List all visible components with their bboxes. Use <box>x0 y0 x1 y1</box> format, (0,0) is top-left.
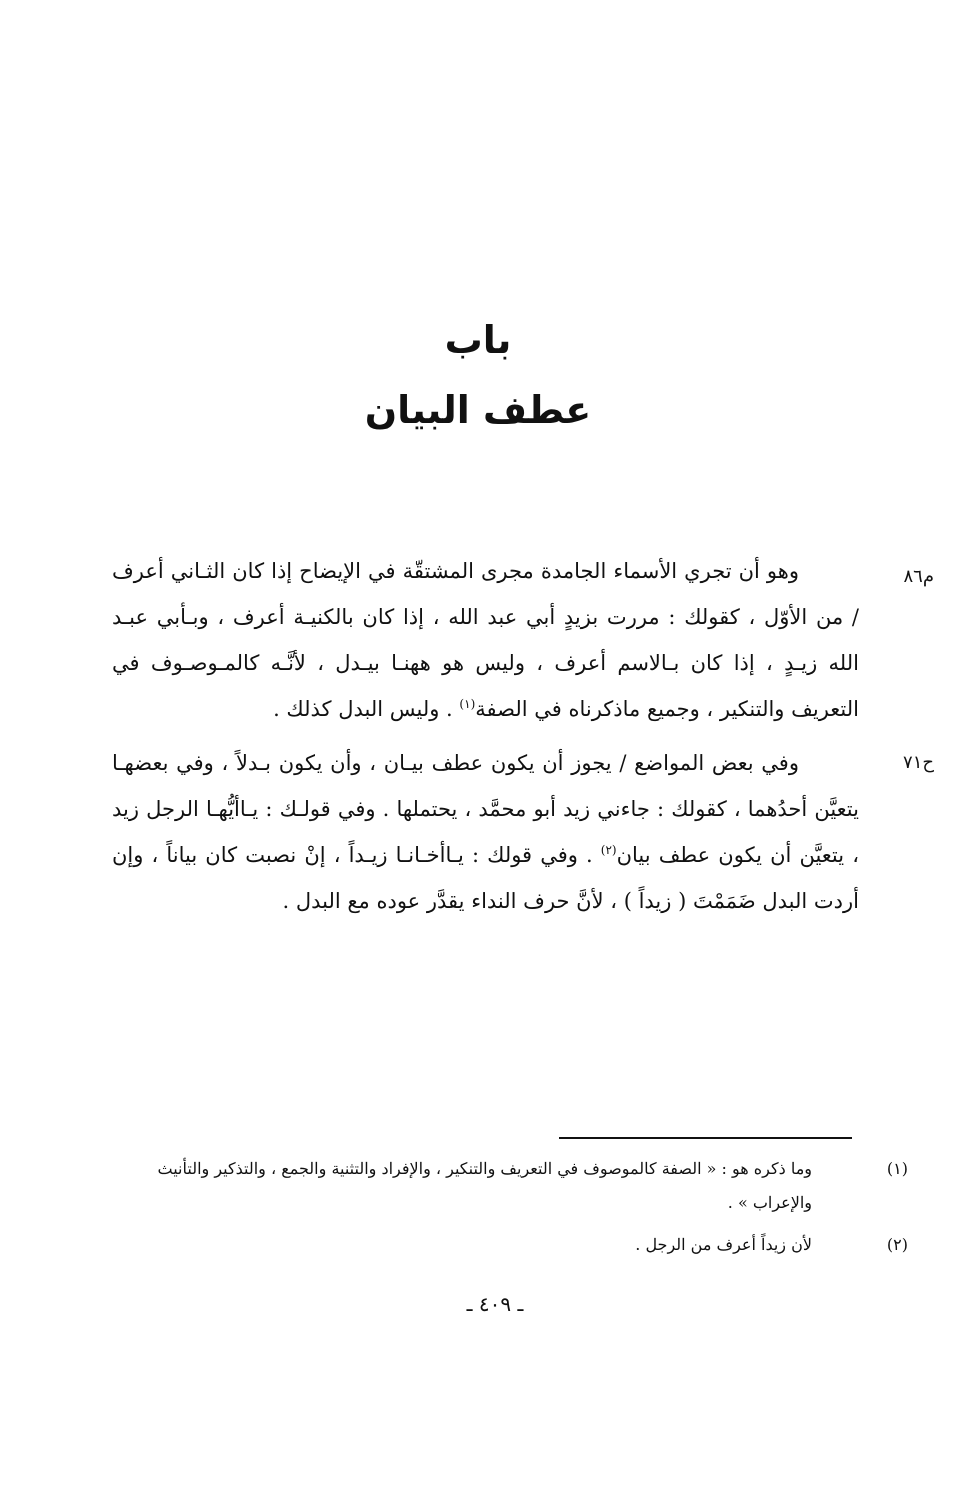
body-paragraph <box>112 548 859 732</box>
footnote-number: (١) <box>886 1159 908 1178</box>
footnote-divider <box>559 1137 852 1139</box>
footnote-number: (٢) <box>886 1235 908 1254</box>
body-paragraph <box>112 740 859 924</box>
chapter-heading: باب <box>444 318 512 362</box>
footnote-text: وما ذكره هو : « الصفة كالموصوف في التعريف والتنكير ، والإفراد والتثنية والجمع ، والتذكير والتأنيث والإعراب » . <box>157 1159 812 1212</box>
footnote <box>110 1228 908 1262</box>
footnote <box>110 1152 908 1220</box>
chapter-title: عطف البيان <box>364 388 592 432</box>
paragraph-text: . وليس البدل كذلك . <box>273 697 460 721</box>
margin-reference: ح٧١ <box>903 752 934 773</box>
paragraph-text: وهو أن تجري الأسماء الجامدة مجرى المشتقّة في الإيضاح إذا كان الثـاني أعرف / من الأوّل ، كقولك : مررت بزيدٍ أبي عبد الله ، إذا كان بالكنيـة أعرف ، وبـأبي عبـد الله زيـدٍ ، إذا كان بـالاسم أعرف ، وليس هو ههنـا بيـدل ، لأنَّـه كالمـوصـوف في التعريف والتنكير ، وجميع ماذكرناه في الصفة <box>112 559 859 721</box>
paragraph-text: . وفي قولك : يـاأخـانـا زيـداً ، إنْ نصبت كان بياناً ، وإن أردت البدل ضَمَمْتَ ( زيداً ) ، لأنَّ حرف النداء يقدَّر عوده مع البدل . <box>112 843 859 913</box>
footnote-marker: (١) <box>459 697 476 711</box>
margin-reference: م٨٦ <box>903 566 934 587</box>
footnote-marker: (٢) <box>600 843 617 857</box>
footnote-text: لأن زيداً أعرف من الرجل . <box>635 1235 812 1254</box>
page-number: ـ ٤٠٩ ـ <box>466 1292 524 1316</box>
paragraph-text: وفي بعض المواضع / يجوز أن يكون عطف بيـان ، وأن يكون بـدلاً ، وفي بعضهـا يتعيَّن أحدُهما ، كقولك : جاءني زيد أبو محمَّد ، يحتملها . وفي قولـك : يـاأيُّهـا الرجل زيد ، يتعيَّن أن يكون عطف بيان <box>112 751 859 867</box>
